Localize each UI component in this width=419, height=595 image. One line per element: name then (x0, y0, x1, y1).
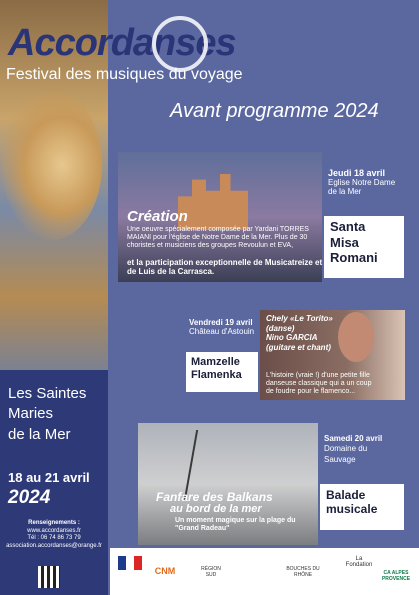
contact-title: Renseignements : (28, 520, 80, 526)
sponsor-region: RÉGION SUD (201, 566, 221, 578)
vendredi-place: Château d'Astouin (189, 327, 255, 336)
contact-mail[interactable]: association.accordanses@orange.fr (6, 542, 102, 549)
painting-face (2, 90, 102, 240)
santa-date: Jeudi 18 avril (328, 168, 386, 178)
mamzelle-title-2: Flamenka (191, 369, 242, 382)
santa-title-box (324, 216, 404, 278)
location-line-2: Maries (8, 405, 54, 423)
samedi-date-box (320, 432, 404, 482)
contact-web[interactable]: www.accordanses.fr (27, 527, 81, 534)
samedi-place-1: Domaine du (324, 444, 368, 454)
sponsor-cnm: CNM (154, 566, 176, 576)
festival-year: 2024 (8, 487, 51, 508)
creation-bold-text: et la participation exceptionnelle de Musicatreize et de Luis de la Carrasca. (127, 258, 323, 276)
santa-title-1: Santa (330, 219, 366, 234)
creation-text: Une oeuvre spécialement composée par Yardani TORRES MAIANI pour l'église de Notre Dame de la Mer. Plus de 30 choristes et musiciens des groupes Revoulun et EVA, (127, 226, 309, 250)
chely-artist: Nino GARCIA (266, 333, 318, 343)
festival-subtitle: Festival des musiques du voyage (6, 66, 243, 83)
mamzelle-title-1: Mamzelle (191, 356, 240, 368)
location-line-1: Les Saintes (8, 385, 87, 402)
festival-dates: 18 au 21 avril (8, 470, 90, 485)
balade-title-box (320, 484, 404, 530)
contact-tel: Tél : 06 74 86 73 79 (27, 535, 81, 541)
santa-place: Eglise Notre Dame de la Mer (328, 178, 396, 196)
chely-title: Chely «Le Torito» (266, 314, 333, 323)
creation-title: Création (127, 208, 188, 225)
sponsor-ca: CA ALPES PROVENCE (381, 570, 411, 582)
mamzelle-title-box (186, 352, 258, 392)
festival-logo: Accordanses (8, 22, 236, 64)
location-text (8, 384, 86, 445)
contact-info (4, 520, 104, 550)
samedi-date: Samedi 20 avril (324, 434, 383, 443)
sponsor-fondation: La Fondation (345, 556, 373, 568)
chely-desc: L'histoire (vraie !) d'une petite fille danseuse classique qui a un coup de foudre pour le flamenco... (266, 372, 372, 396)
sponsor-departement: BOUCHES DU RHÔNE (286, 566, 320, 578)
qr-code-icon[interactable] (38, 566, 60, 588)
fanfare-sub: au bord de la mer (170, 503, 262, 515)
balade-title-2: musicale (326, 502, 378, 517)
fanfare-title: Fanfare des Balkans (156, 490, 273, 504)
french-flag-icon (118, 556, 142, 570)
vendredi-date-box (186, 316, 258, 352)
santa-title-2: Misa (330, 234, 359, 250)
chely-text (266, 314, 376, 352)
vendredi-date: Vendredi 19 avril (189, 318, 253, 327)
santa-date-box (324, 166, 404, 216)
chely-sub: (danse) (266, 323, 295, 333)
chely-artist-sub: (guitare et chant) (266, 342, 331, 352)
sponsor-bar (110, 548, 419, 595)
avant-programme-title: Avant programme 2024 (170, 100, 379, 122)
location-line-3: de la Mer (8, 425, 71, 443)
balade-title-1: Balade (326, 488, 366, 502)
logo-ring-icon (152, 16, 208, 72)
santa-title-3: Romani (330, 250, 378, 266)
samedi-place-2: Sauvage (324, 454, 356, 464)
fanfare-desc: Un moment magique sur la plage du "Grand Radeau" (175, 517, 296, 533)
church-building (178, 174, 248, 230)
